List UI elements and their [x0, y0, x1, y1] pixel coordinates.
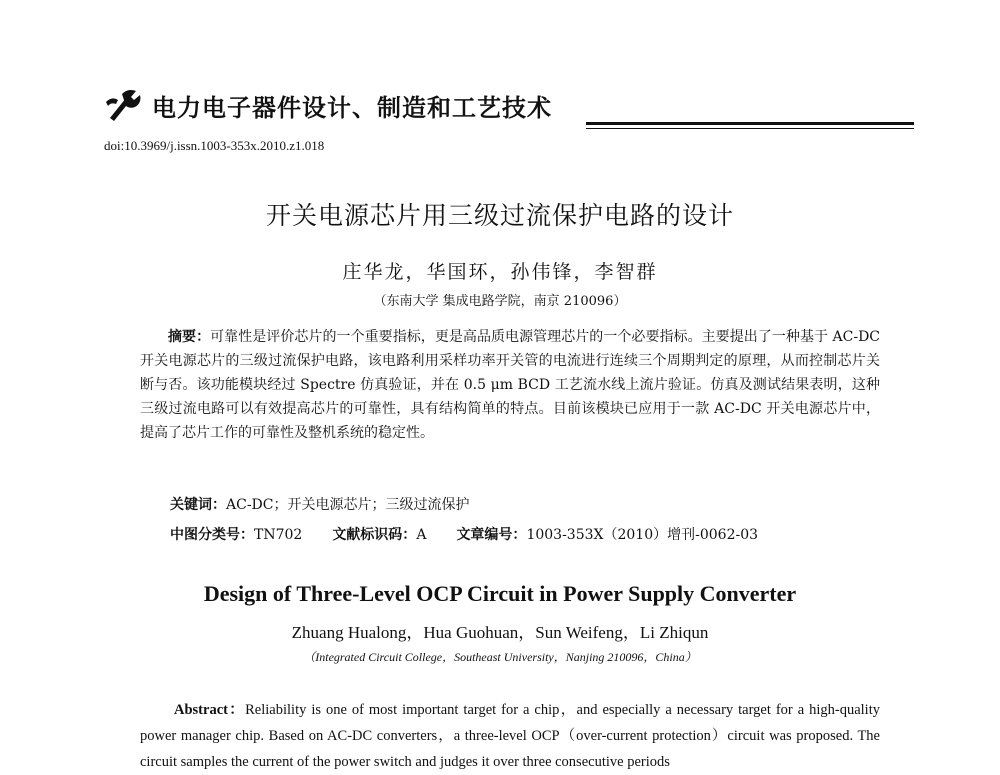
paper-title-cn: 开关电源芯片用三级过流保护电路的设计 [265, 201, 734, 230]
keywords-label: 关键词： [170, 497, 226, 513]
abstract-label-en: Abstract： [174, 702, 246, 718]
article-no-label: 文章编号： [456, 527, 527, 543]
abstract-en [140, 697, 880, 775]
article-no-value: 1003-353X（2010）增刊-0062-03 [526, 527, 759, 543]
doc-code-value: A [416, 527, 427, 543]
header-rule-thick [586, 122, 914, 125]
abstract-text-en: Reliability is one of most important target for a chip，and especially a necessary target for a high-quality power manager chip. Based on AC-DC converters，a three-level OCP（over-current protection）circuit was proposed. The circuit samples the current of the power switch and judges it over three consecutive periods [140, 702, 880, 770]
keywords-text: AC-DC；开关电源芯片；三级过流保护 [226, 497, 470, 513]
doc-code-label: 文献标识码： [332, 527, 417, 543]
authors-cn: 庄华龙，华国环，孙伟锋，李智群 [342, 261, 658, 283]
abstract-cn [140, 325, 880, 445]
abstract-text-cn: 可靠性是评价芯片的一个重要指标，更是高品质电源管理芯片的一个必要指标。主要提出了一种基于 AC-DC 开关电源芯片的三级过流保护电路，该电路利用采样功率开关管的电流进行连续三个周期判定的原理，从而控制芯片关断与否。该功能模块经过 Spectre 仿真验证，并在 0.5 μm BCD 工艺流水线上流片验证。仿真及测试结果表明，这种三级过流电路可以有效提高芯片的可靠性，具有结构简单的特点。目前该模块已应用于一款 AC-DC 开关电源芯片中，提高了芯片工作的可靠性及整机系统的稳定性。 [140, 329, 881, 441]
clc-label: 中图分类号： [170, 527, 254, 543]
affiliation-en: （Integrated Circuit College，Southeast University，Nanjing 210096，China） [303, 650, 697, 664]
paper-title-en: Design of Three-Level OCP Circuit in Power Supply Converter [203, 581, 797, 606]
doi: doi:10.3969/j.issn.1003-353x.2010.z1.018 [104, 138, 325, 153]
authors-en: Zhuang Hualong，Hua Guohuan，Sun Weifeng，Li Zhiqun [291, 623, 709, 642]
wrench-tools-icon [104, 88, 144, 122]
affiliation-cn: （东南大学 集成电路学院，南京 210096） [373, 294, 627, 309]
abstract-label-cn: 摘要： [168, 329, 211, 345]
keywords-cn [170, 494, 470, 514]
classification-line [170, 524, 758, 544]
header-rule-thin [586, 128, 914, 129]
clc-value: TN702 [254, 527, 303, 543]
section-header [104, 82, 914, 132]
section-title: 电力电子器件设计、制造和工艺技术 [152, 94, 552, 122]
